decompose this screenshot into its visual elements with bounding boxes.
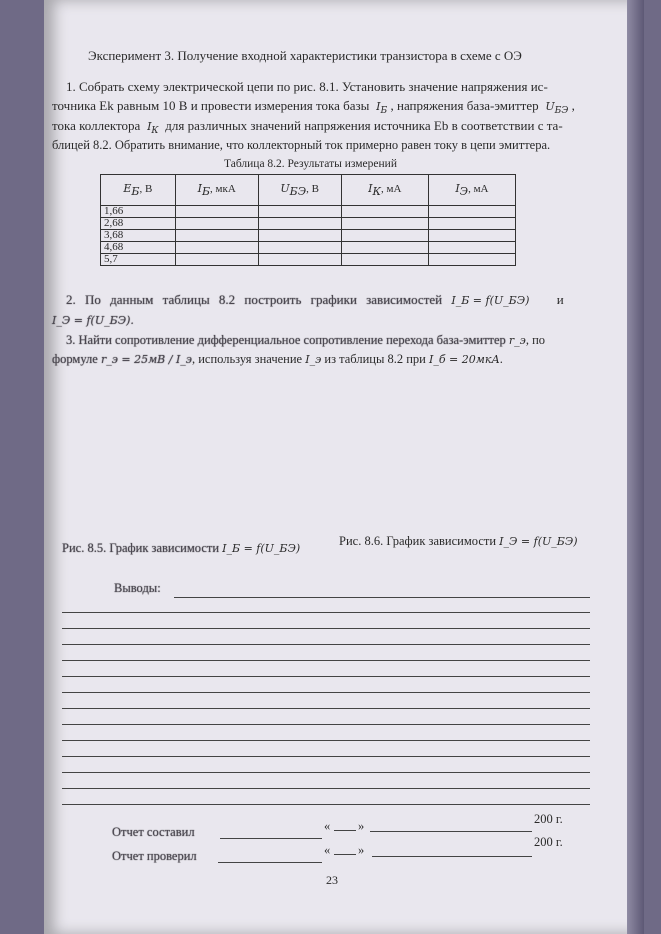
step2-line1 xyxy=(66,292,564,309)
compiled-name-line xyxy=(220,838,322,839)
conclusion-line xyxy=(62,740,590,741)
step1-line3 xyxy=(52,118,563,139)
conclusion-line xyxy=(62,724,590,725)
compiled-quote-close: » xyxy=(358,819,365,833)
table-header-row xyxy=(101,175,516,206)
eb-value: 1,66 xyxy=(101,206,176,218)
conclusion-line xyxy=(62,612,590,613)
compiled-day-line xyxy=(334,830,356,831)
table-row xyxy=(101,218,516,230)
fig5-formula: I_Б = f(U_БЭ) xyxy=(222,542,301,555)
conclusion-line xyxy=(62,804,590,805)
compiled-quote-open: « xyxy=(324,819,331,833)
compiled-label: Отчет составил xyxy=(112,825,195,839)
table-row xyxy=(101,206,516,218)
step2-formula-ie: I_Э = f(U_БЭ). xyxy=(52,314,134,327)
re-symbol: r_э xyxy=(508,334,526,347)
table-row xyxy=(101,230,516,242)
checked-label: Отчет проверил xyxy=(112,849,197,863)
fig6-label: Рис. 8.6. График зависимости xyxy=(339,534,497,548)
step1-line4: блицей 8.2. Обратить внимание, что коллекторный ток примерно равен току в цепи эмиттера. xyxy=(52,138,551,152)
conclusion-line xyxy=(62,660,590,661)
table-caption: Таблица 8.2. Результаты измерений xyxy=(224,158,397,170)
step3-line1 xyxy=(66,332,545,349)
conclusion-line xyxy=(62,756,590,757)
ib-condition: I_б = 20мкА xyxy=(429,353,500,366)
step3-text: 3. Найти сопротивление дифференциальное сопротивление перехода база-эмиттер xyxy=(66,333,506,347)
conclusion-line xyxy=(62,708,590,709)
step1-line2-mid: , напряжения база-эмиттер xyxy=(390,98,539,113)
ube-symbol: $U_{БЭ}$ xyxy=(545,100,569,117)
col-header-ib: $I_Б$, мкА xyxy=(175,175,258,206)
checked-quote-close: » xyxy=(358,843,365,857)
conclusions-label: Выводы: xyxy=(114,581,161,595)
ie-symbol: I_э xyxy=(305,353,322,366)
col-header-ube: $U_{БЭ}$, В xyxy=(258,175,341,206)
step1-line2 xyxy=(52,98,575,119)
step3-period: . xyxy=(499,352,503,366)
step2-text: 2. По данным таблицы 8.2 построить графики зависимостей xyxy=(66,292,443,307)
eb-value: 2,68 xyxy=(101,218,176,230)
checked-name-line xyxy=(218,862,322,863)
page-number: 23 xyxy=(326,873,338,887)
table-row xyxy=(101,254,516,266)
col-header-eb: $E_Б$, В xyxy=(101,175,176,206)
table-row xyxy=(101,242,516,254)
step2-formula-ib: I_Б = f(U_БЭ) xyxy=(451,294,530,307)
col-header-ie: $I_Э$, мА xyxy=(428,175,515,206)
conclusion-line xyxy=(62,772,590,773)
eb-value: 3,68 xyxy=(101,230,176,242)
re-formula: r_э = 25мВ / I_э xyxy=(100,353,192,366)
step3-line2 xyxy=(52,351,503,368)
step3-line1-end: , по xyxy=(525,333,546,347)
figure-8-5-caption xyxy=(62,540,300,557)
document-page xyxy=(44,0,644,934)
step1-line1: 1. Собрать схему электрической цепи по рис. 8.1. Установить значение напряжения ис- xyxy=(66,79,548,94)
eb-value: 5,7 xyxy=(101,254,176,266)
col-header-ik: $I_К$, мА xyxy=(341,175,428,206)
fig5-label: Рис. 8.5. График зависимости xyxy=(62,541,220,555)
ik-symbol: $I_К$ xyxy=(147,120,159,137)
conclusion-line xyxy=(62,788,590,789)
compiled-month-line xyxy=(370,831,532,832)
step2-and: и xyxy=(556,292,564,307)
step1-line2-end: , xyxy=(571,98,575,113)
figure-8-6-caption xyxy=(339,533,578,550)
checked-day-line xyxy=(334,854,356,855)
step1-line3-end: для различных значений напряжения источника Eb в соответствии с та- xyxy=(165,118,563,133)
results-table xyxy=(100,174,516,266)
step1-line2-start: точника Ek равным 10 В и провести измерения тока базы xyxy=(52,98,370,113)
conclusion-line xyxy=(62,676,590,677)
step3-using: , используя значение xyxy=(191,352,303,366)
conclusion-line xyxy=(62,644,590,645)
conclusion-line xyxy=(62,692,590,693)
step3-formula-word: формуле xyxy=(52,352,98,366)
conclusion-line xyxy=(174,597,590,598)
fig6-formula: I_Э = f(U_БЭ) xyxy=(499,535,578,548)
step3-from-table: из таблицы 8.2 при xyxy=(324,352,426,366)
checked-month-line xyxy=(372,856,532,857)
experiment-heading: Эксперимент 3. Получение входной характеристики транзистора в схеме с ОЭ xyxy=(88,48,522,63)
page-edge-shadow xyxy=(627,0,644,934)
step1-line3-start: тока коллектора xyxy=(52,118,141,133)
conclusion-line xyxy=(62,628,590,629)
eb-value: 4,68 xyxy=(101,242,176,254)
compiled-year: 200 г. xyxy=(534,812,563,826)
checked-quote-open: « xyxy=(324,843,331,857)
ib-symbol: $I_Б$ xyxy=(376,100,388,117)
checked-year: 200 г. xyxy=(534,835,563,849)
